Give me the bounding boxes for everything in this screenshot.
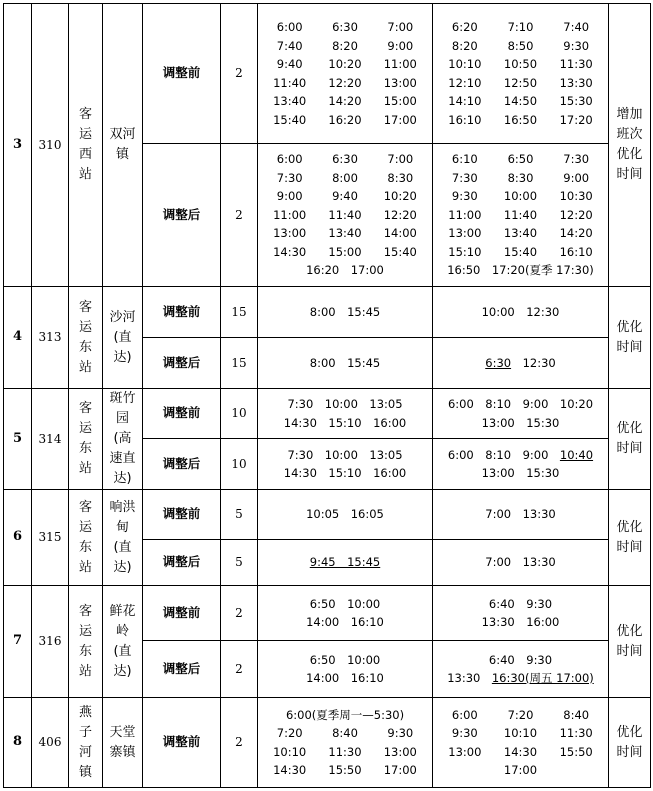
time-line: 6:00 8:10 9:00 10:20 <box>447 397 594 411</box>
outbound-times <box>258 389 433 439</box>
outbound-times <box>258 641 433 698</box>
departure-time: 11:00 <box>273 207 307 222</box>
departure-time: 7:10 <box>507 20 534 34</box>
bus-count: 10 <box>221 389 258 439</box>
end-station: 沙河(直达) <box>103 287 143 389</box>
departure-time: 7:40 <box>276 38 303 53</box>
departure-time: 6:00 <box>276 152 303 167</box>
departure-time: 15:40 <box>383 244 417 259</box>
departure-time: 7:30 <box>563 152 590 167</box>
departure-time: 9:00 <box>563 170 590 185</box>
time-line: 13:00 15:30 <box>481 466 560 480</box>
departure-time: 13:00 <box>448 744 482 759</box>
row-number: 3 <box>4 4 32 287</box>
table-row <box>4 698 651 788</box>
remark: 优化时间 <box>609 698 651 788</box>
departure-time: 12:20 <box>328 75 362 90</box>
outbound-times: 8:00 15:45 <box>258 287 433 338</box>
time-line <box>437 446 604 465</box>
departure-time: 16:50 <box>503 112 538 127</box>
return-times <box>433 338 609 389</box>
departure-time: 6:00 <box>451 707 478 722</box>
departure-time: 6:20 <box>451 20 478 34</box>
changed-time: 9:45 15:45 <box>309 555 381 570</box>
route-number: 315 <box>32 490 69 586</box>
departure-time: 6:00 <box>276 20 303 34</box>
start-station: 客运西站 <box>69 4 103 287</box>
return-times: 10:00 12:30 <box>433 287 609 338</box>
departure-time: 6:50 <box>507 152 534 167</box>
remark: 优化时间 <box>609 389 651 490</box>
departure-time: 8:20 <box>451 38 478 53</box>
departure-time: 6:10 <box>451 152 478 167</box>
time-line: 7:30 10:00 13:05 <box>287 447 403 462</box>
departure-time: 14:30 <box>503 744 538 759</box>
departure-time: 14:50 <box>503 94 538 108</box>
departure-time: 13:40 <box>273 94 307 108</box>
route-number: 314 <box>32 389 69 490</box>
start-station: 客运东站 <box>69 287 103 389</box>
departure-time: 15:00 <box>328 244 362 259</box>
remark: 优化时间 <box>609 287 651 389</box>
departure-time: 17:20 <box>559 112 593 127</box>
departure-time: 11:40 <box>328 207 362 222</box>
outbound-times <box>258 586 433 641</box>
departure-time: 9:30 <box>387 726 414 740</box>
time-line: 6:40 9:30 <box>488 596 553 611</box>
remark: 增加班次优化时间 <box>609 4 651 287</box>
departure-time: 7:40 <box>563 20 590 34</box>
departure-time: 7:20 <box>276 726 303 740</box>
table-row <box>4 287 651 338</box>
bus-count: 10 <box>221 439 258 490</box>
departure-time: 14:00 <box>383 226 417 241</box>
outbound-times <box>258 698 433 788</box>
return-last-line: 17:00 <box>503 763 538 777</box>
changed-time: 6:30 <box>485 355 512 370</box>
table-row <box>4 490 651 540</box>
departure-time: 13:00 <box>273 226 307 241</box>
outbound-last-line: 16:20 17:00 <box>306 263 384 278</box>
departure-time: 9:30 <box>563 38 590 53</box>
changed-time: 10:40 <box>559 447 594 462</box>
departure-time: 13:40 <box>328 226 362 241</box>
departure-time: 16:10 <box>448 112 482 127</box>
departure-time: 8:30 <box>387 170 414 185</box>
remark: 优化时间 <box>609 586 651 698</box>
departure-time: 12:50 <box>503 75 538 90</box>
start-station: 燕子河镇 <box>69 698 103 788</box>
return-times: 7:00 13:30 <box>433 490 609 540</box>
departure-time: 13:00 <box>383 744 417 759</box>
row-number: 4 <box>4 287 32 389</box>
departure-time: 16:10 <box>559 244 593 259</box>
bus-count: 2 <box>221 641 258 698</box>
adjust-label: 调整后 <box>143 540 221 586</box>
route-number: 310 <box>32 4 69 287</box>
departure-time: 13:00 <box>448 226 482 241</box>
departure-time: 10:20 <box>383 189 417 204</box>
time-text: 13:30 <box>447 671 492 685</box>
return-times <box>433 4 609 144</box>
departure-time: 9:40 <box>276 57 303 71</box>
return-times <box>433 586 609 641</box>
departure-time: 8:40 <box>563 707 590 722</box>
departure-time: 15:50 <box>559 744 593 759</box>
departure-time: 8:40 <box>332 726 358 740</box>
start-station: 客运东站 <box>69 389 103 490</box>
table-row <box>4 586 651 641</box>
route-number: 313 <box>32 287 69 389</box>
adjust-label: 调整前 <box>143 389 221 439</box>
departure-time: 10:10 <box>448 57 482 71</box>
end-station: 响洪甸(直达) <box>103 490 143 586</box>
departure-time: 13:30 <box>559 75 593 90</box>
adjust-label: 调整后 <box>143 439 221 490</box>
outbound-times: 8:00 15:45 <box>258 338 433 389</box>
departure-time: 16:20 <box>328 112 362 127</box>
departure-time: 7:00 <box>387 152 414 167</box>
departure-time: 9:00 <box>276 189 303 204</box>
departure-time: 15:40 <box>503 244 538 259</box>
time-line: 14:30 15:10 16:00 <box>283 466 407 480</box>
outbound-first-line: 6:00(夏季周一—5:30) <box>285 707 405 722</box>
departure-time: 14:20 <box>328 94 362 108</box>
departure-time: 17:00 <box>383 763 417 777</box>
departure-time: 15:40 <box>273 112 307 127</box>
adjust-label: 调整后 <box>143 338 221 389</box>
departure-time: 8:50 <box>507 38 534 53</box>
bus-count: 2 <box>221 4 258 144</box>
departure-time: 15:00 <box>383 94 417 108</box>
return-times <box>433 641 609 698</box>
time-line <box>437 669 604 688</box>
departure-time: 7:30 <box>276 170 303 185</box>
time-line: 13:30 16:00 <box>481 615 560 629</box>
time-line: 6:40 9:30 <box>488 652 553 667</box>
departure-time: 14:20 <box>559 226 593 241</box>
return-times <box>433 439 609 490</box>
row-number: 5 <box>4 389 32 490</box>
adjust-label: 调整后 <box>143 144 221 287</box>
bus-count: 2 <box>221 144 258 287</box>
outbound-times <box>258 540 433 586</box>
bus-count: 5 <box>221 540 258 586</box>
departure-time: 12:10 <box>448 75 482 90</box>
departure-time: 11:00 <box>383 57 417 71</box>
changed-time: 16:30(周五 17:00) <box>491 671 594 685</box>
end-station: 斑竹园(高速直达) <box>103 389 143 490</box>
departure-time: 10:50 <box>503 57 538 71</box>
end-station: 双河镇 <box>103 4 143 287</box>
adjust-label: 调整前 <box>143 287 221 338</box>
departure-time: 14:30 <box>273 763 307 777</box>
row-number: 8 <box>4 698 32 788</box>
departure-time: 9:00 <box>387 38 414 53</box>
departure-time: 6:30 <box>332 20 358 34</box>
adjust-label: 调整前 <box>143 586 221 641</box>
departure-time: 10:10 <box>273 744 307 759</box>
departure-time: 15:10 <box>448 244 482 259</box>
route-number: 406 <box>32 698 69 788</box>
departure-time: 9:30 <box>451 726 478 740</box>
departure-time: 6:30 <box>332 152 358 167</box>
row-number: 6 <box>4 490 32 586</box>
end-station: 鲜花岭(直达) <box>103 586 143 698</box>
adjust-label: 调整前 <box>143 4 221 144</box>
outbound-times <box>258 144 433 287</box>
departure-time: 8:00 <box>332 170 358 185</box>
departure-time: 8:20 <box>332 38 358 53</box>
end-station: 天堂寨镇 <box>103 698 143 788</box>
return-times: 7:00 13:30 <box>433 540 609 586</box>
time-line: 7:30 10:00 13:05 <box>287 397 403 411</box>
bus-count: 15 <box>221 338 258 389</box>
return-last-line: 16:50 17:20(夏季 17:30) <box>447 263 594 278</box>
adjust-label: 调整前 <box>143 490 221 540</box>
adjust-label: 调整前 <box>143 698 221 788</box>
outbound-times <box>258 439 433 490</box>
outbound-times: 10:05 16:05 <box>258 490 433 540</box>
time-line: 6:50 10:00 <box>309 652 381 667</box>
departure-time: 15:30 <box>559 94 593 108</box>
table-row <box>4 4 651 144</box>
departure-time: 11:30 <box>559 57 593 71</box>
bus-count: 2 <box>221 586 258 641</box>
time-line: 14:00 16:10 <box>306 615 384 629</box>
departure-time: 7:20 <box>507 707 534 722</box>
time-text: 6:00 8:10 9:00 <box>447 447 560 462</box>
departure-time: 11:30 <box>559 726 593 740</box>
route-number: 316 <box>32 586 69 698</box>
departure-time: 13:00 <box>383 75 417 90</box>
row-number: 7 <box>4 586 32 698</box>
outbound-times <box>258 4 433 144</box>
departure-time: 10:30 <box>559 189 593 204</box>
departure-time: 15:50 <box>328 763 362 777</box>
time-line: 14:30 15:10 16:00 <box>283 415 407 430</box>
start-station: 客运东站 <box>69 586 103 698</box>
departure-time: 12:20 <box>559 207 593 222</box>
departure-time: 10:20 <box>328 57 362 71</box>
departure-time: 13:40 <box>503 226 538 241</box>
bus-count: 2 <box>221 698 258 788</box>
departure-time: 7:00 <box>387 20 414 34</box>
table-row <box>4 389 651 439</box>
departure-time: 9:40 <box>332 189 358 204</box>
return-times <box>433 144 609 287</box>
departure-time: 12:20 <box>383 207 417 222</box>
departure-time: 7:30 <box>451 170 478 185</box>
return-times <box>433 698 609 788</box>
return-times <box>433 389 609 439</box>
start-station: 客运东站 <box>69 490 103 586</box>
remark: 优化时间 <box>609 490 651 586</box>
departure-time: 17:00 <box>383 112 417 127</box>
time-line: 6:50 10:00 <box>309 596 381 611</box>
departure-time: 14:10 <box>448 94 482 108</box>
bus-count: 15 <box>221 287 258 338</box>
time-text: 12:30 <box>511 355 556 370</box>
departure-time: 14:30 <box>273 244 307 259</box>
departure-time: 9:30 <box>451 189 478 204</box>
departure-time: 11:40 <box>503 207 538 222</box>
adjust-label: 调整后 <box>143 641 221 698</box>
schedule-table <box>3 3 651 788</box>
time-line: 14:00 16:10 <box>306 671 384 685</box>
departure-time: 8:30 <box>507 170 534 185</box>
departure-time: 10:00 <box>503 189 538 204</box>
departure-time: 11:00 <box>448 207 482 222</box>
departure-time: 11:40 <box>273 75 307 90</box>
time-line: 13:00 15:30 <box>481 415 560 430</box>
bus-count: 5 <box>221 490 258 540</box>
departure-time: 11:30 <box>328 744 362 759</box>
departure-time: 10:10 <box>503 726 538 740</box>
